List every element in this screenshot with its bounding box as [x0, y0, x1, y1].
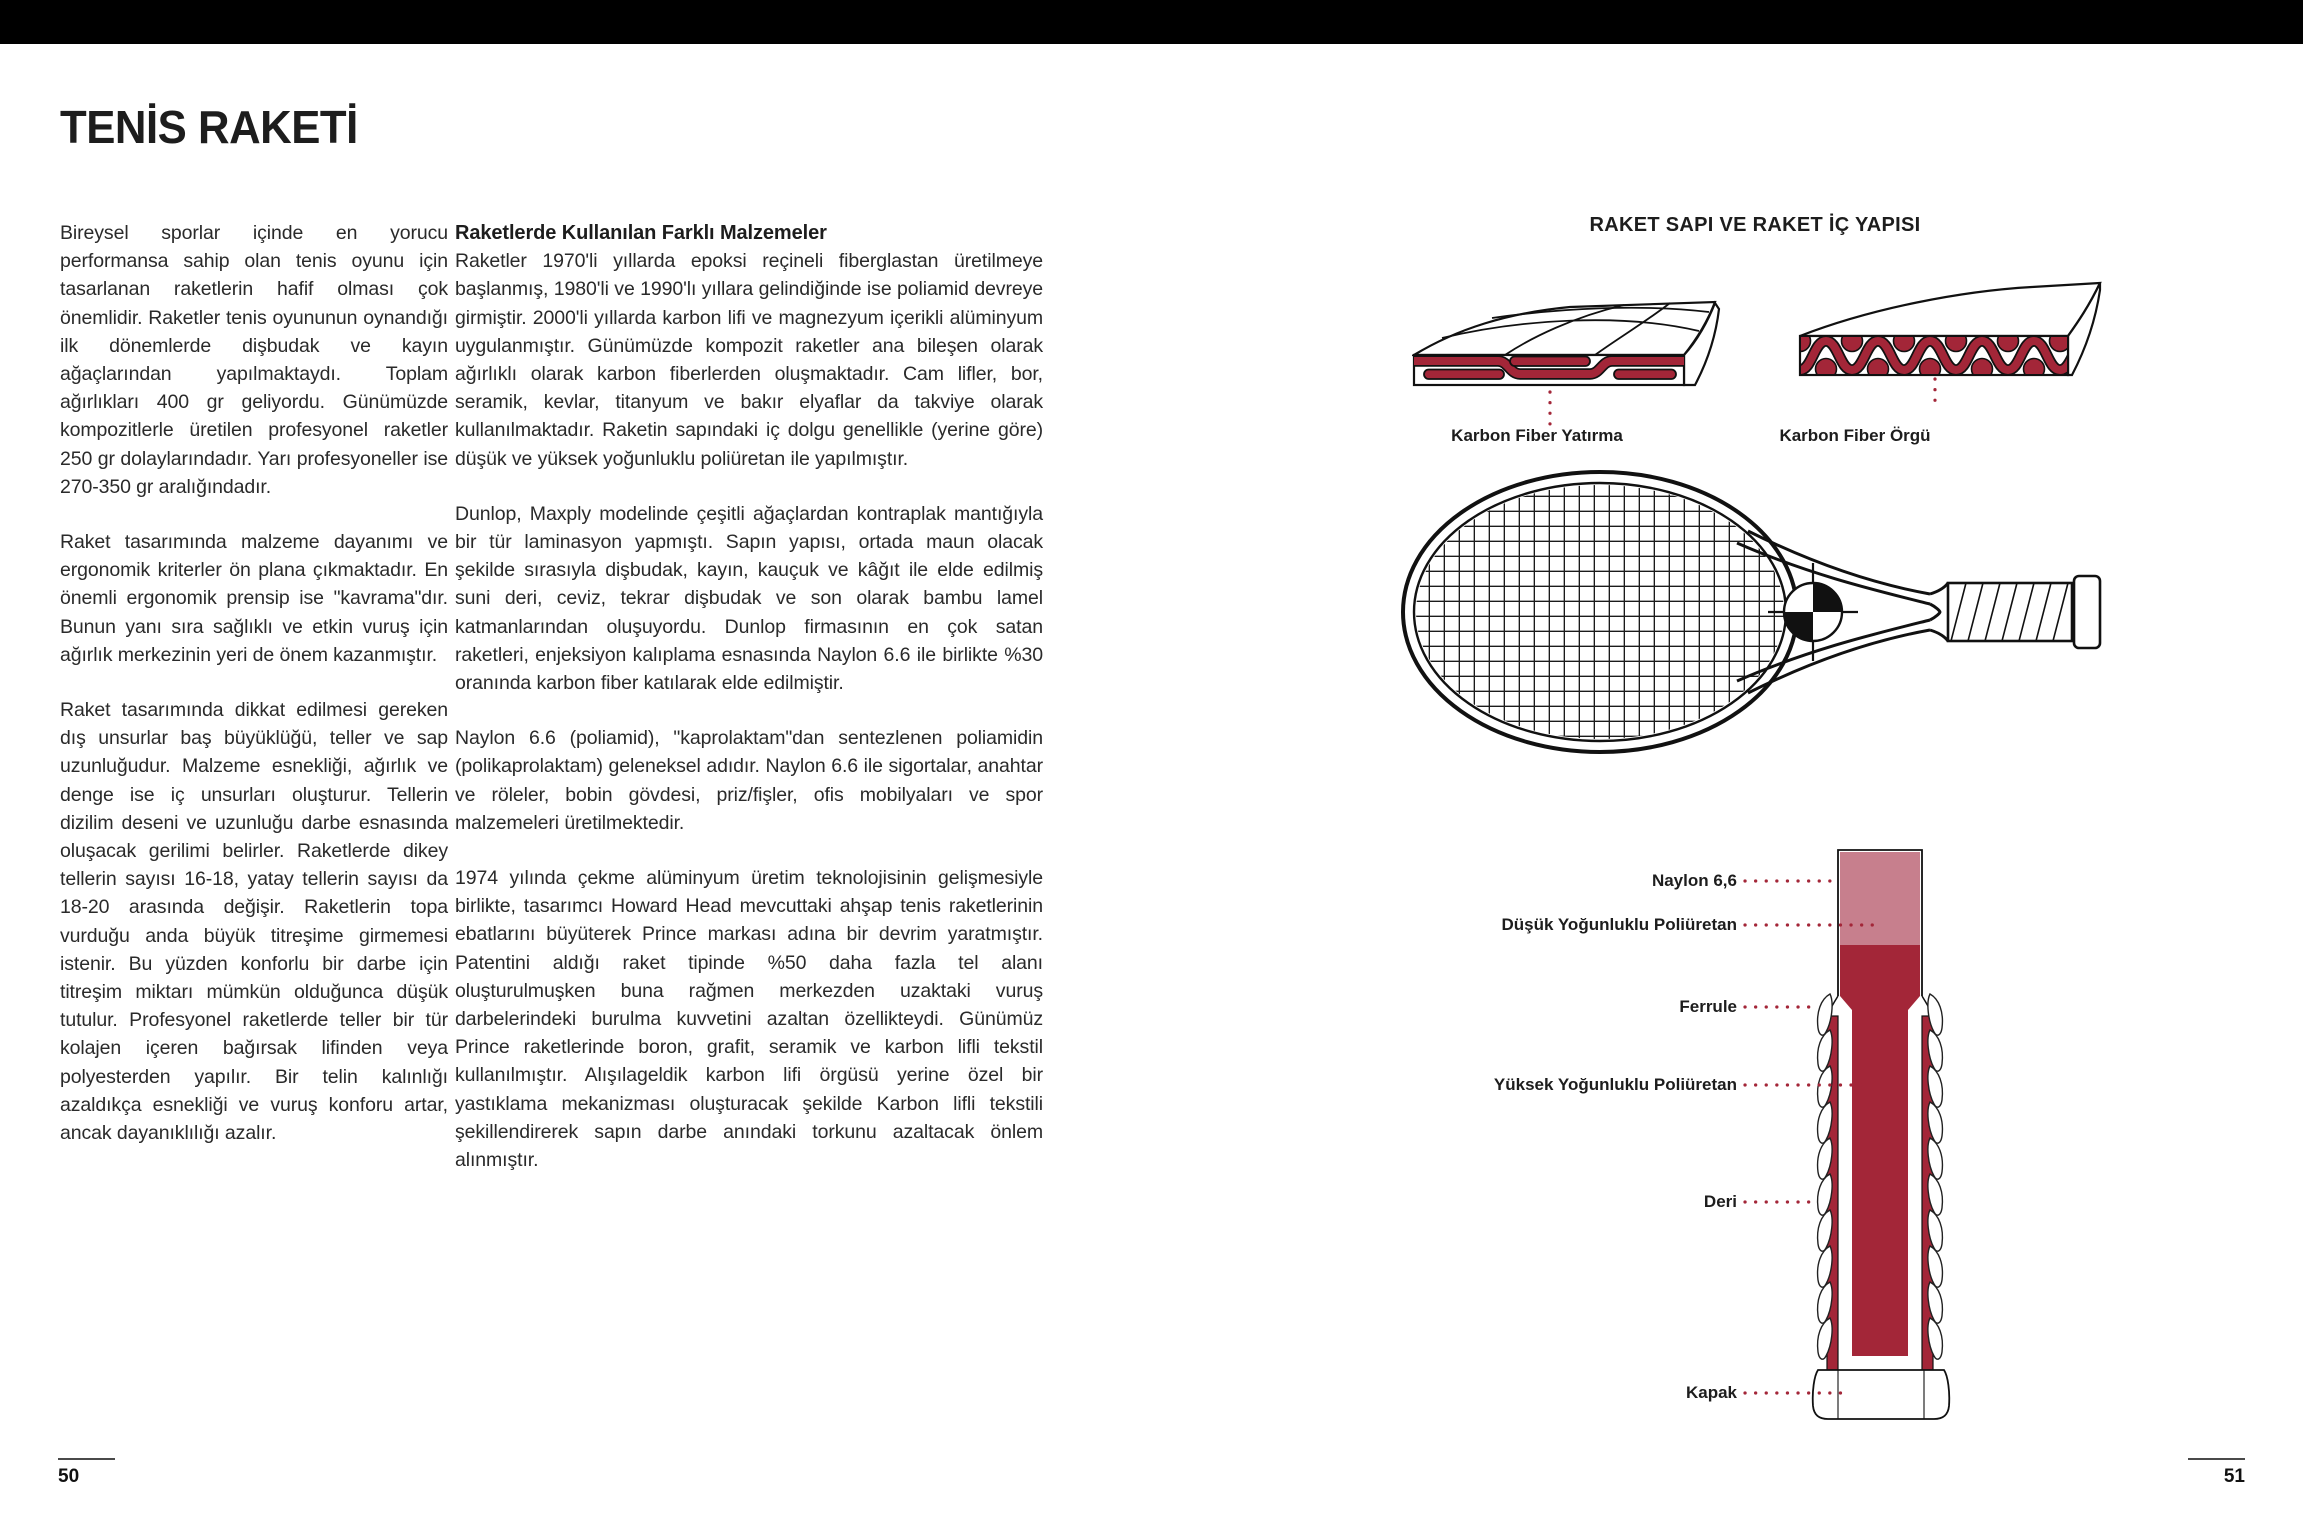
page-number-right: 51 — [2223, 1466, 2245, 1487]
paragraph: Bireysel sporlar içinde en yorucu performansa sahip olan tenis oyunu için tasarlanan raketlerin hafif olması çok önemlidir. Raketler tenis oyununun oynandığı ilk dönemlerde dişbudak ve kayın ağaçlarından yapılmaktaydı. Toplam ağırlıkları 400 gr geliyordu. Günümüzde kompozitlerle üretilen profesyonel raketler 250 gr dolaylarındadır. Yarı profesyoneller ise 270-350 gr aralığındadır. — [60, 222, 448, 498]
high-density-core-fill — [1852, 1006, 1908, 1356]
tennis-racket-illustration — [1400, 467, 2105, 762]
butt-cap — [2074, 576, 2100, 648]
text-column-1 — [60, 219, 448, 1174]
footer-rule-left — [58, 1458, 115, 1460]
handle-cross-section-illustration — [1730, 846, 1970, 1428]
fiber-layup-label: Karbon Fiber Yatırma — [1451, 426, 1623, 445]
carbon-fiber-weave-illustration — [1792, 278, 2107, 403]
paragraph: 1974 yılında çekme alüminyum üretim teknolojisinin gelişmesiyle birlikte, tasarımcı Howard Head mevcuttaki ahşap tenis raketlerinin ebatlarını büyüterek Prince markası adına bir devrim yaratmıştır. Patentini aldığı raket tipinde %50 daha fazla tel alanı oluşturulmuşken buna rağmen merkezden uzaktaki vuruş darbelerindeki burulma kuvvetini azaltan özellikteydi. Günümüz Prince raketlerinde boron, grafit, seramik ve karbon lifli tekstil kullanılmıştır. Alışılageldik karbon lifi örgüsü yerine özel bir yastıklama mekanizması oluşturacak şekilde Karbon lifli tekstili şekillendirerek sapın darbe anındaki torkunu azaltacak önlem alınmıştır. — [455, 867, 1043, 1172]
top-black-band — [0, 0, 2303, 44]
paragraph: Naylon 6.6 (poliamid), "kaprolaktam"dan sentezlenen poliamidin (polikaprolaktam) geleneksel adıdır. Naylon 6.6 ile sigortalar, anahtar ve röleler, bobin gövdesi, priz/fişler, ofis mobilyaları ve spor malzemeleri üretilmektedir. — [455, 727, 1043, 834]
fiber-weave-label: Karbon Fiber Örgü — [1779, 426, 1931, 445]
handle-label-ferrule: Ferrule — [1679, 997, 1737, 1016]
handle-label-low-density: Düşük Yoğunluklu Poliüretan — [1501, 915, 1737, 934]
text-column-2 — [455, 219, 1043, 1201]
footer-rule-right — [2188, 1458, 2245, 1460]
handle-label-high-density: Yüksek Yoğunluklu Poliüretan — [1493, 1075, 1737, 1094]
carbon-fiber-layup-illustration — [1412, 293, 1732, 428]
leather-wrap-left — [1818, 994, 1833, 1359]
page-number-left: 50 — [58, 1466, 80, 1487]
handle-label-nylon: Naylon 6,6 — [1651, 871, 1737, 890]
handle-label-leather: Deri — [1703, 1192, 1737, 1211]
handle-cap — [1813, 1370, 1950, 1419]
paragraph: Raket tasarımında malzeme dayanımı ve ergonomik kriterler ön plana çıkmaktadır. En önemli ergonomik prensip ise "kavrama"dır. Bunun yanı sıra sağlıklı ve etkin vuruş için ağırlık merkezinin yeri de önem kazanmıştır. — [60, 531, 448, 666]
paragraph: Raketler 1970'li yıllarda epoksi reçineli fiberglastan üretilmeye başlanmış, 1980'li ve 1990'lı yıllara gelindiğinde ise poliamid devreye girmiştir. 2000'li yıllarda karbon lifi ve magnezyum içerikli alüminyum uygulanmıştır. Günümüzde kompozit raketler ana bileşen olarak ağırlıklı olarak karbon fiberlerden oluşmaktadır. Cam lifler, bor, seramik, kevlar, titanyum ve bakır elyaflar da takviye olarak kullanılmaktadır. Raketin sapındaki iç dolgu genellikle (yerine göre) düşük ve yüksek yoğunluklu poliüretan ile yapılmıştır. — [455, 250, 1043, 470]
section-heading: Raketlerde Kullanılan Farklı Malzemeler — [455, 222, 827, 244]
diagram-title: RAKET SAPI VE RAKET İÇ YAPISI — [1589, 214, 1921, 236]
handle-label-cap: Kapak — [1685, 1383, 1737, 1402]
low-density-foam-fill — [1840, 852, 1920, 945]
paragraph: Dunlop, Maxply modelinde çeşitli ağaçlardan kontraplak mantığıyla bir tür laminasyon yapmıştı. Sapın yapısı, ortada maun olacak şekilde sırasıyla dişbudak, kayın, kauçuk ve kâğıt ile elde edilmiş suni deri, ceviz, tekrar dişbudak ve son olarak bambu lamel katmanlarından oluşuyordu. Dunlop firmasının en çok satan raketleri, enjeksiyon kalıplama esnasında Naylon 6.6 ile birlikte %30 oranında karbon fiber katılarak elde edilmiştir. — [455, 502, 1043, 695]
leather-wrap-right — [1928, 994, 1943, 1359]
paragraph: Raket tasarımında dikkat edilmesi gereken dış unsurlar baş büyüklüğü, teller ve sap uzunluğudur. Malzeme esnekliği, ağırlık ve denge ise iç unsurları oluşturur. Tellerin dizilim deseni ve uzunluğu darbe esnasında oluşacak gerilimi belirler. Raketlerde dikey tellerin sayısı 16-18, yatay tellerin sayısı da 18-20 arasında değişir. Raketlerin topa vurduğu anda büyük titreşime girmemesi istenir. Bu yüzden konforlu bir darbe için titreşim miktarı mümkün olduğunca düşük tutulur. Profesyonel raketlerde teller bir tür kolajen içeren bağırsak lifinden veya polyesterden yapılır. Bir telin kalınlığı azaldıkça esnekliği ve vuruş konforu artar, ancak dayanıklılığı azalır. — [60, 699, 448, 1145]
page-title: TENİS RAKETİ — [60, 101, 358, 153]
